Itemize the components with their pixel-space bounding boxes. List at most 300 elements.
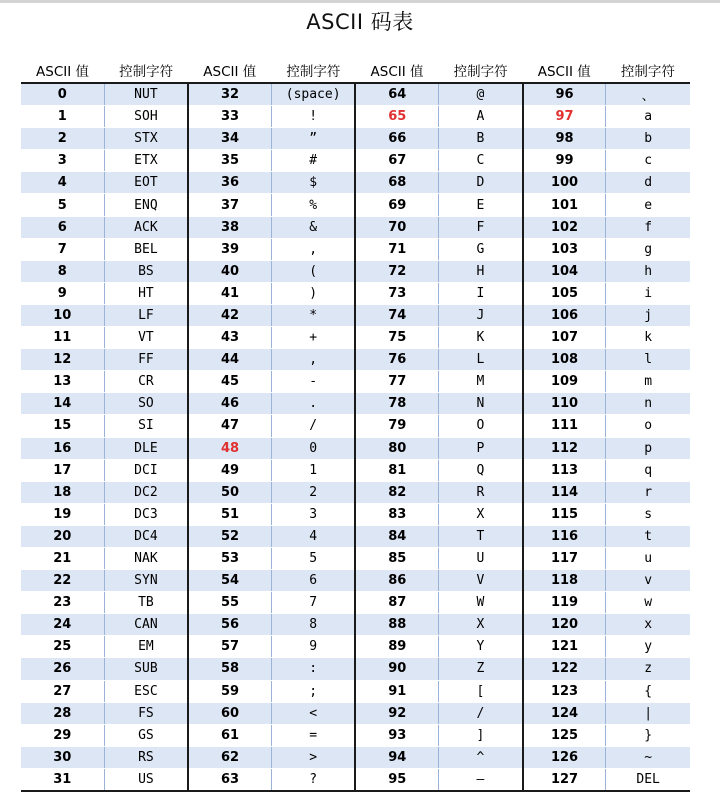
ascii-value-cell: 108 <box>523 349 606 371</box>
ascii-value-cell: 11 <box>21 327 104 349</box>
control-char-cell: v <box>606 570 690 592</box>
control-char-cell: VT <box>104 327 188 349</box>
ascii-value-cell: 26 <box>21 658 104 680</box>
table-row <box>21 282 690 304</box>
control-char-cell: FF <box>104 349 188 371</box>
ascii-value-cell: 18 <box>21 481 104 503</box>
control-char-cell: N <box>439 393 523 415</box>
ascii-value-cell: 19 <box>21 503 104 525</box>
control-char-cell: GS <box>104 724 188 746</box>
control-char-cell: f <box>606 216 690 238</box>
ascii-value-cell: 74 <box>355 304 438 326</box>
control-char-cell: A <box>439 106 523 128</box>
ascii-value-cell: 127 <box>523 768 606 791</box>
control-char-cell: E <box>439 194 523 216</box>
ascii-value-cell: 70 <box>355 216 438 238</box>
control-char-cell: $ <box>271 172 355 194</box>
control-char-cell: h <box>606 260 690 282</box>
ascii-value-cell: 5 <box>21 194 104 216</box>
control-char-cell: G <box>439 238 523 260</box>
control-char-cell: p <box>606 437 690 459</box>
control-char-cell: l <box>606 349 690 371</box>
control-char-cell: NUT <box>104 83 188 106</box>
ascii-value-cell: 6 <box>21 216 104 238</box>
control-char-cell: < <box>271 702 355 724</box>
control-char-cell: # <box>271 150 355 172</box>
control-char-cell: DC4 <box>104 525 188 547</box>
ascii-value-cell: 66 <box>355 128 438 150</box>
table-row <box>21 371 690 393</box>
ascii-value-cell: 36 <box>188 172 271 194</box>
control-char-cell: . <box>271 393 355 415</box>
ascii-value-cell: 14 <box>21 393 104 415</box>
ascii-value-cell: 110 <box>523 393 606 415</box>
ascii-value-cell: 120 <box>523 614 606 636</box>
table-row <box>21 525 690 547</box>
control-char-cell: SOH <box>104 106 188 128</box>
ascii-value-cell: 8 <box>21 260 104 282</box>
control-char-cell: g <box>606 238 690 260</box>
table-row <box>21 194 690 216</box>
ascii-value-cell: 61 <box>188 724 271 746</box>
control-char-cell: SO <box>104 393 188 415</box>
table-row <box>21 349 690 371</box>
ascii-value-cell: 65 <box>355 106 438 128</box>
ascii-value-cell: 32 <box>188 83 271 106</box>
control-char-cell: K <box>439 327 523 349</box>
ascii-value-cell: 40 <box>188 260 271 282</box>
control-char-cell: 1 <box>271 459 355 481</box>
table-row <box>21 503 690 525</box>
ascii-value-cell: 20 <box>21 525 104 547</box>
ascii-value-cell: 9 <box>21 282 104 304</box>
control-char-cell: m <box>606 371 690 393</box>
ascii-value-cell: 112 <box>523 437 606 459</box>
table-row <box>21 216 690 238</box>
ascii-value-cell: 79 <box>355 415 438 437</box>
control-char-cell: / <box>439 702 523 724</box>
ascii-value-cell: 111 <box>523 415 606 437</box>
control-char-cell: ] <box>439 724 523 746</box>
control-char-cell: 5 <box>271 547 355 569</box>
table-row <box>21 746 690 768</box>
control-char-cell: w <box>606 592 690 614</box>
ascii-value-cell: 55 <box>188 592 271 614</box>
control-char-cell: CAN <box>104 614 188 636</box>
table-row <box>21 83 690 106</box>
control-char-cell: q <box>606 459 690 481</box>
ascii-value-cell: 27 <box>21 680 104 702</box>
table-row <box>21 570 690 592</box>
ascii-value-cell: 114 <box>523 481 606 503</box>
control-char-cell: , <box>271 238 355 260</box>
ascii-value-cell: 51 <box>188 503 271 525</box>
control-char-cell: V <box>439 570 523 592</box>
ascii-value-cell: 31 <box>21 768 104 791</box>
control-char-cell: SYN <box>104 570 188 592</box>
ascii-value-cell: 0 <box>21 83 104 106</box>
table-row <box>21 614 690 636</box>
control-char-cell: ACK <box>104 216 188 238</box>
ascii-value-cell: 59 <box>188 680 271 702</box>
control-char-cell: R <box>439 481 523 503</box>
top-border <box>0 0 720 3</box>
ascii-value-cell: 33 <box>188 106 271 128</box>
table-row <box>21 481 690 503</box>
control-char-cell: ~ <box>606 746 690 768</box>
control-char-cell: s <box>606 503 690 525</box>
control-char-cell: b <box>606 128 690 150</box>
ascii-value-cell: 3 <box>21 150 104 172</box>
ascii-value-cell: 45 <box>188 371 271 393</box>
ascii-value-cell: 116 <box>523 525 606 547</box>
header-ascii-value-1: ASCII 值 <box>21 58 104 83</box>
control-char-cell: o <box>606 415 690 437</box>
control-char-cell: C <box>439 150 523 172</box>
table-row <box>21 238 690 260</box>
control-char-cell: 3 <box>271 503 355 525</box>
ascii-value-cell: 53 <box>188 547 271 569</box>
control-char-cell: BS <box>104 260 188 282</box>
ascii-value-cell: 82 <box>355 481 438 503</box>
ascii-value-cell: 21 <box>21 547 104 569</box>
control-char-cell: DLE <box>104 437 188 459</box>
table-body <box>21 83 690 791</box>
ascii-value-cell: 89 <box>355 636 438 658</box>
control-char-cell: F <box>439 216 523 238</box>
ascii-value-cell: 68 <box>355 172 438 194</box>
header-ascii-value-2: ASCII 值 <box>188 58 271 83</box>
ascii-value-cell: 58 <box>188 658 271 680</box>
control-char-cell: : <box>271 658 355 680</box>
ascii-value-cell: 71 <box>355 238 438 260</box>
control-char-cell: RS <box>104 746 188 768</box>
control-char-cell: J <box>439 304 523 326</box>
control-char-cell: EM <box>104 636 188 658</box>
table-row <box>21 459 690 481</box>
control-char-cell: x <box>606 614 690 636</box>
ascii-value-cell: 52 <box>188 525 271 547</box>
ascii-value-cell: 73 <box>355 282 438 304</box>
ascii-value-cell: 124 <box>523 702 606 724</box>
table-row <box>21 106 690 128</box>
control-char-cell: LF <box>104 304 188 326</box>
control-char-cell: W <box>439 592 523 614</box>
table-row <box>21 658 690 680</box>
ascii-value-cell: 75 <box>355 327 438 349</box>
ascii-value-cell: 7 <box>21 238 104 260</box>
control-char-cell: ENQ <box>104 194 188 216</box>
table-row <box>21 304 690 326</box>
table-row <box>21 128 690 150</box>
control-char-cell: EOT <box>104 172 188 194</box>
ascii-value-cell: 91 <box>355 680 438 702</box>
ascii-table <box>21 58 690 792</box>
ascii-value-cell: 17 <box>21 459 104 481</box>
header-control-char-4: 控制字符 <box>606 58 690 83</box>
page-title: ASCII 码表 <box>306 10 414 34</box>
ascii-value-cell: 28 <box>21 702 104 724</box>
ascii-value-cell: 103 <box>523 238 606 260</box>
control-char-cell: Q <box>439 459 523 481</box>
ascii-value-cell: 16 <box>21 437 104 459</box>
ascii-value-cell: 76 <box>355 349 438 371</box>
ascii-value-cell: 107 <box>523 327 606 349</box>
ascii-value-cell: 99 <box>523 150 606 172</box>
control-char-cell: d <box>606 172 690 194</box>
table-row <box>21 592 690 614</box>
control-char-cell: ! <box>271 106 355 128</box>
table-row <box>21 768 690 791</box>
ascii-value-cell: 84 <box>355 525 438 547</box>
ascii-value-cell: 113 <box>523 459 606 481</box>
control-char-cell: y <box>606 636 690 658</box>
control-char-cell: 7 <box>271 592 355 614</box>
ascii-value-cell: 12 <box>21 349 104 371</box>
control-char-cell: TB <box>104 592 188 614</box>
ascii-value-cell: 38 <box>188 216 271 238</box>
control-char-cell: ESC <box>104 680 188 702</box>
control-char-cell: Z <box>439 658 523 680</box>
ascii-value-cell: 63 <box>188 768 271 791</box>
header-control-char-1: 控制字符 <box>104 58 188 83</box>
ascii-value-cell: 72 <box>355 260 438 282</box>
ascii-value-cell: 125 <box>523 724 606 746</box>
ascii-value-cell: 25 <box>21 636 104 658</box>
ascii-value-cell: 102 <box>523 216 606 238</box>
ascii-value-cell: 49 <box>188 459 271 481</box>
ascii-value-cell: 119 <box>523 592 606 614</box>
control-char-cell: z <box>606 658 690 680</box>
ascii-value-cell: 83 <box>355 503 438 525</box>
ascii-value-cell: 37 <box>188 194 271 216</box>
table-row <box>21 150 690 172</box>
ascii-value-cell: 98 <box>523 128 606 150</box>
ascii-value-cell: 42 <box>188 304 271 326</box>
ascii-value-cell: 41 <box>188 282 271 304</box>
ascii-value-cell: 48 <box>188 437 271 459</box>
ascii-value-cell: 92 <box>355 702 438 724</box>
ascii-value-cell: 13 <box>21 371 104 393</box>
control-char-cell: 4 <box>271 525 355 547</box>
ascii-value-cell: 69 <box>355 194 438 216</box>
ascii-value-cell: 86 <box>355 570 438 592</box>
ascii-value-cell: 85 <box>355 547 438 569</box>
ascii-value-cell: 121 <box>523 636 606 658</box>
control-char-cell: D <box>439 172 523 194</box>
ascii-value-cell: 101 <box>523 194 606 216</box>
ascii-value-cell: 1 <box>21 106 104 128</box>
control-char-cell: FS <box>104 702 188 724</box>
ascii-value-cell: 54 <box>188 570 271 592</box>
ascii-value-cell: 57 <box>188 636 271 658</box>
control-char-cell: c <box>606 150 690 172</box>
control-char-cell: 8 <box>271 614 355 636</box>
control-char-cell: ; <box>271 680 355 702</box>
ascii-value-cell: 60 <box>188 702 271 724</box>
control-char-cell: * <box>271 304 355 326</box>
ascii-value-cell: 64 <box>355 83 438 106</box>
header-ascii-value-3: ASCII 值 <box>355 58 438 83</box>
control-char-cell: = <box>271 724 355 746</box>
control-char-cell: % <box>271 194 355 216</box>
control-char-cell: T <box>439 525 523 547</box>
ascii-value-cell: 15 <box>21 415 104 437</box>
header-control-char-3: 控制字符 <box>439 58 523 83</box>
ascii-value-cell: 95 <box>355 768 438 791</box>
ascii-value-cell: 77 <box>355 371 438 393</box>
control-char-cell: e <box>606 194 690 216</box>
control-char-cell: SI <box>104 415 188 437</box>
ascii-value-cell: 106 <box>523 304 606 326</box>
ascii-value-cell: 96 <box>523 83 606 106</box>
ascii-value-cell: 34 <box>188 128 271 150</box>
control-char-cell: ( <box>271 260 355 282</box>
table-row <box>21 437 690 459</box>
ascii-value-cell: 23 <box>21 592 104 614</box>
table-row <box>21 636 690 658</box>
ascii-value-cell: 80 <box>355 437 438 459</box>
control-char-cell: STX <box>104 128 188 150</box>
header-ascii-value-4: ASCII 值 <box>523 58 606 83</box>
ascii-value-cell: 104 <box>523 260 606 282</box>
ascii-value-cell: 97 <box>523 106 606 128</box>
ascii-value-cell: 88 <box>355 614 438 636</box>
control-char-cell: H <box>439 260 523 282</box>
control-char-cell: n <box>606 393 690 415</box>
ascii-value-cell: 78 <box>355 393 438 415</box>
control-char-cell: DCI <box>104 459 188 481</box>
control-char-cell: CR <box>104 371 188 393</box>
ascii-value-cell: 115 <box>523 503 606 525</box>
control-char-cell: Y <box>439 636 523 658</box>
ascii-value-cell: 105 <box>523 282 606 304</box>
ascii-value-cell: 81 <box>355 459 438 481</box>
ascii-value-cell: 118 <box>523 570 606 592</box>
control-char-cell: ^ <box>439 746 523 768</box>
control-char-cell: > <box>271 746 355 768</box>
control-char-cell: 0 <box>271 437 355 459</box>
ascii-value-cell: 43 <box>188 327 271 349</box>
table-row <box>21 702 690 724</box>
control-char-cell: P <box>439 437 523 459</box>
control-char-cell: SUB <box>104 658 188 680</box>
ascii-value-cell: 100 <box>523 172 606 194</box>
ascii-value-cell: 47 <box>188 415 271 437</box>
ascii-value-cell: 50 <box>188 481 271 503</box>
control-char-cell: — <box>439 768 523 791</box>
ascii-value-cell: 29 <box>21 724 104 746</box>
control-char-cell: ? <box>271 768 355 791</box>
control-char-cell: u <box>606 547 690 569</box>
control-char-cell: DC2 <box>104 481 188 503</box>
control-char-cell: DC3 <box>104 503 188 525</box>
ascii-value-cell: 44 <box>188 349 271 371</box>
control-char-cell: (space) <box>271 83 355 106</box>
control-char-cell: 9 <box>271 636 355 658</box>
ascii-value-cell: 123 <box>523 680 606 702</box>
control-char-cell: X <box>439 503 523 525</box>
control-char-cell: O <box>439 415 523 437</box>
control-char-cell: j <box>606 304 690 326</box>
table-row <box>21 547 690 569</box>
control-char-cell: / <box>271 415 355 437</box>
ascii-value-cell: 67 <box>355 150 438 172</box>
table-row <box>21 724 690 746</box>
ascii-value-cell: 90 <box>355 658 438 680</box>
control-char-cell: B <box>439 128 523 150</box>
control-char-cell: HT <box>104 282 188 304</box>
ascii-value-cell: 56 <box>188 614 271 636</box>
control-char-cell: k <box>606 327 690 349</box>
control-char-cell: | <box>606 702 690 724</box>
control-char-cell: - <box>271 371 355 393</box>
table-row <box>21 415 690 437</box>
ascii-value-cell: 62 <box>188 746 271 768</box>
control-char-cell: , <box>271 349 355 371</box>
control-char-cell: I <box>439 282 523 304</box>
control-char-cell: t <box>606 525 690 547</box>
control-char-cell: [ <box>439 680 523 702</box>
control-char-cell: i <box>606 282 690 304</box>
control-char-cell: DEL <box>606 768 690 791</box>
control-char-cell: ) <box>271 282 355 304</box>
control-char-cell: L <box>439 349 523 371</box>
table-row <box>21 393 690 415</box>
control-char-cell: M <box>439 371 523 393</box>
control-char-cell: X <box>439 614 523 636</box>
ascii-value-cell: 126 <box>523 746 606 768</box>
ascii-value-cell: 4 <box>21 172 104 194</box>
ascii-value-cell: 109 <box>523 371 606 393</box>
ascii-value-cell: 39 <box>188 238 271 260</box>
table-row <box>21 260 690 282</box>
header-control-char-2: 控制字符 <box>271 58 355 83</box>
control-char-cell: 、 <box>606 83 690 106</box>
control-char-cell: BEL <box>104 238 188 260</box>
control-char-cell: ETX <box>104 150 188 172</box>
control-char-cell: a <box>606 106 690 128</box>
control-char-cell: 6 <box>271 570 355 592</box>
control-char-cell: U <box>439 547 523 569</box>
control-char-cell: { <box>606 680 690 702</box>
ascii-value-cell: 94 <box>355 746 438 768</box>
control-char-cell: US <box>104 768 188 791</box>
control-char-cell: r <box>606 481 690 503</box>
ascii-value-cell: 93 <box>355 724 438 746</box>
ascii-value-cell: 2 <box>21 128 104 150</box>
control-char-cell: & <box>271 216 355 238</box>
table-header-row <box>21 58 690 83</box>
ascii-value-cell: 24 <box>21 614 104 636</box>
ascii-value-cell: 30 <box>21 746 104 768</box>
table-row <box>21 680 690 702</box>
control-char-cell: ” <box>271 128 355 150</box>
ascii-value-cell: 46 <box>188 393 271 415</box>
control-char-cell: + <box>271 327 355 349</box>
control-char-cell: NAK <box>104 547 188 569</box>
ascii-value-cell: 22 <box>21 570 104 592</box>
control-char-cell: @ <box>439 83 523 106</box>
control-char-cell: } <box>606 724 690 746</box>
table-row <box>21 172 690 194</box>
control-char-cell: 2 <box>271 481 355 503</box>
ascii-value-cell: 87 <box>355 592 438 614</box>
ascii-value-cell: 10 <box>21 304 104 326</box>
ascii-value-cell: 35 <box>188 150 271 172</box>
table-row <box>21 327 690 349</box>
ascii-value-cell: 117 <box>523 547 606 569</box>
